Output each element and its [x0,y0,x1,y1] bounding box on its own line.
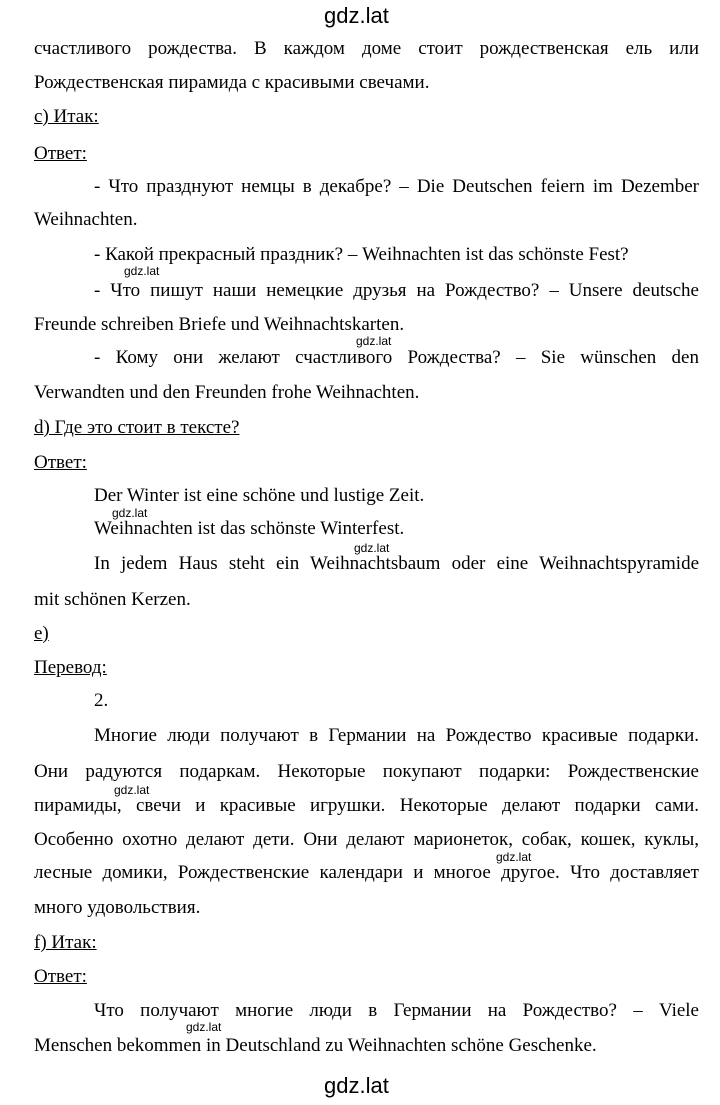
watermark: gdz.lat [124,264,160,278]
text-line: In jedem Haus steht ein Weihnachtsbaum oder eine Weihnachtspyramide [94,553,699,574]
site-header-watermark: gdz.lat [324,3,389,28]
text-line: - Что пишут наши немецкие друзья на Рождество? – Unsere deutsche [94,280,699,301]
watermark: gdz.lat [112,506,148,520]
text-line: Рождественская пирамида с красивыми свечами. [34,72,430,93]
text-line: Freunde schreiben Briefe und Weihnachtskarten. [34,314,405,335]
section-heading-c: c) Итак: [34,106,99,127]
text-line: Menschen bekommen in Deutschland zu Weihnachten schöne Geschenke. [34,1035,597,1056]
item-number: 2. [94,690,109,711]
text-line: - Какой прекрасный праздник? – Weihnachten ist das schönste Fest? [94,244,629,265]
answer-label: Ответ: [34,966,87,987]
text-line: Der Winter ist eine schöne und lustige Zeit. [94,485,425,506]
text-line: счастливого рождества. В каждом доме стоит рождественская ель или [34,38,699,59]
site-footer-watermark: gdz.lat [324,1073,389,1098]
text-line: - Что празднуют немцы в декабре? – Die Deutschen feiern im Dezember [94,176,699,197]
answer-label: Ответ: [34,143,87,164]
translation-label: Перевод: [34,657,107,678]
section-heading-e: e) [34,623,49,644]
text-line: Weihnachten ist das schönste Winterfest. [94,518,405,539]
watermark: gdz.lat [496,850,532,864]
text-line: - Кому они желают счастливого Рождества? – Sie wünschen den [94,347,699,368]
text-line: Что получают многие люди в Германии на Рождество? – Viele [94,1000,699,1021]
text-line: Weihnachten. [34,209,138,230]
text-line: пирамиды, свечи и красивые игрушки. Некоторые делают подарки сами. [34,795,699,816]
watermark: gdz.lat [354,541,390,555]
text-line: много удовольствия. [34,897,201,918]
text-line: mit schönen Kerzen. [34,589,191,610]
text-line: лесные домики, Рождественские календари и многое другое. Что доставляет [34,862,699,883]
answer-label: Ответ: [34,452,87,473]
text-line: Особенно охотно делают дети. Они делают марионеток, собак, кошек, куклы, [34,829,699,850]
section-heading-f: f) Итак: [34,932,97,953]
watermark: gdz.lat [114,783,150,797]
text-line: Многие люди получают в Германии на Рождество красивые подарки. [94,725,699,746]
text-line: Они радуются подаркам. Некоторые покупают подарки: Рождественские [34,761,699,782]
section-heading-d: d) Где это стоит в тексте? [34,417,240,438]
watermark: gdz.lat [356,334,392,348]
text-line: Verwandten und den Freunden frohe Weihnachten. [34,382,420,403]
watermark: gdz.lat [186,1020,222,1034]
